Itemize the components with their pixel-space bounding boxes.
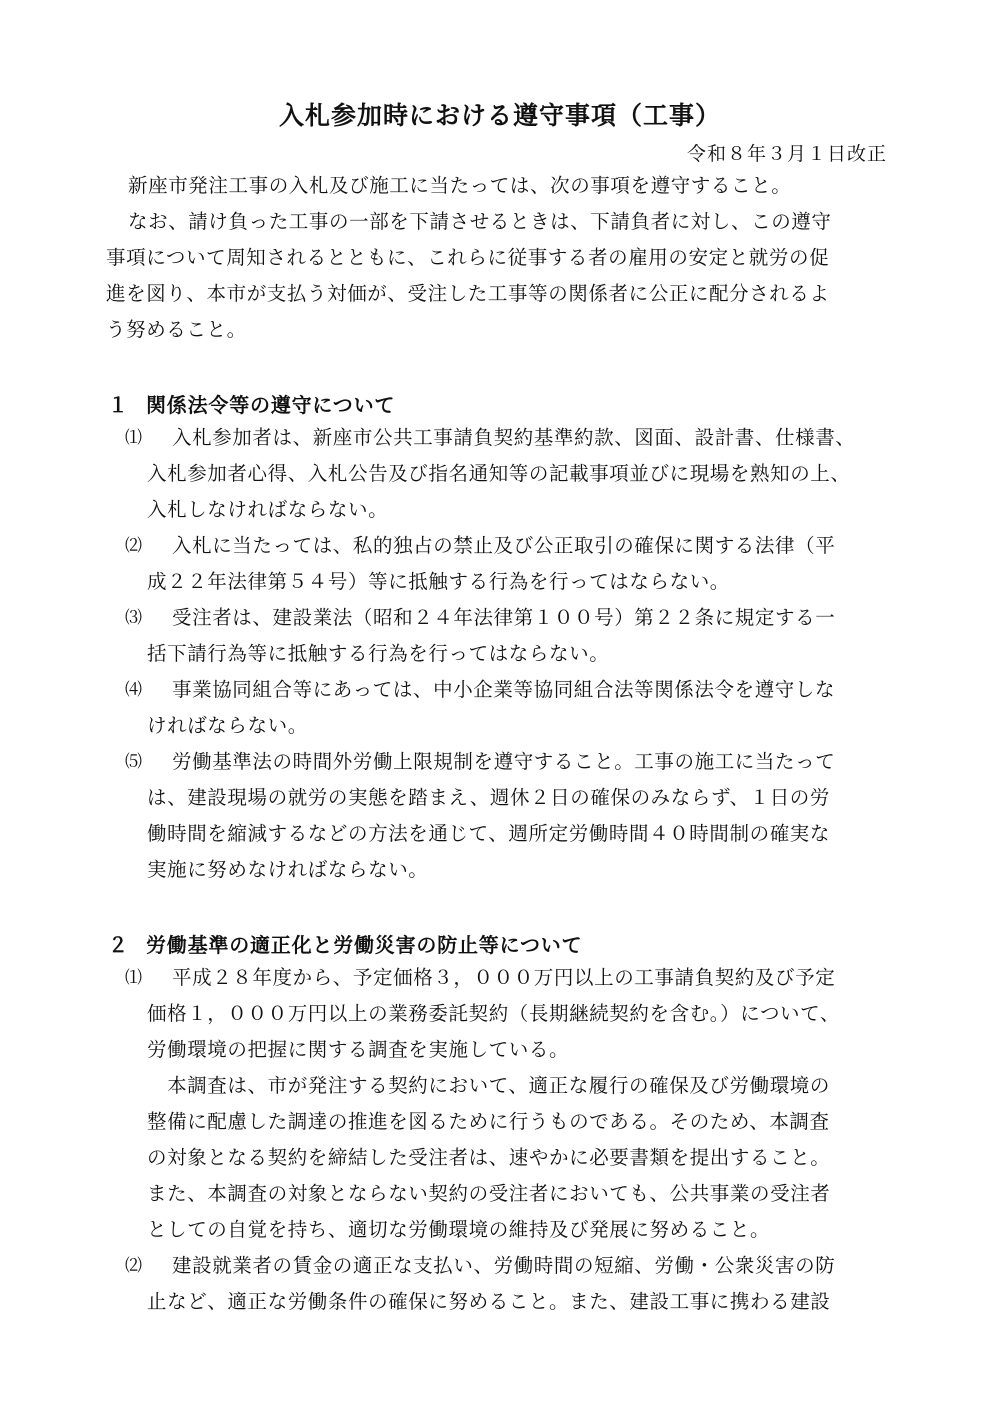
item-line: 本調査は、市が発注する契約において、適正な履行の確保及び労働環境の bbox=[147, 1074, 831, 1097]
item-line: 受注者は、建設業法（昭和２４年法律第１００号）第２２条に規定する一 bbox=[172, 606, 836, 629]
item-line: 括下請行為等に抵触する行為を行ってはならない。 bbox=[147, 642, 610, 665]
intro-line: 進を図り、本市が支払う対価が、受注した工事等の関係者に公正に配分されるよ bbox=[106, 282, 830, 305]
section-number: １ bbox=[108, 393, 129, 417]
list-item bbox=[125, 960, 905, 1248]
item-line: としての自覚を持ち、適切な労働環境の維持及び発展に努めること。 bbox=[147, 1218, 771, 1241]
section-heading bbox=[108, 389, 395, 418]
item-line: 実施に努めなければならない。 bbox=[147, 858, 429, 881]
item-line: 入札参加者は、新座市公共工事請負契約基準約款、図面、設計書、仕様書、 bbox=[172, 426, 856, 449]
item-line: 平成２８年度から、予定価格３，０００万円以上の工事請負契約及び予定 bbox=[172, 966, 836, 989]
item-line: 事業協同組合等にあっては、中小企業等協同組合法等関係法令を遵守しな bbox=[172, 678, 836, 701]
revision-date: 令和８年３月１日改正 bbox=[686, 143, 887, 165]
list-item bbox=[125, 672, 905, 744]
item-line: 労働基準法の時間外労働上限規制を遵守すること。工事の施工に当たって bbox=[172, 750, 836, 773]
document-title: 入札参加時における遵守事項（工事） bbox=[278, 101, 721, 130]
item-line: また、本調査の対象とならない契約の受注者においても、公共事業の受注者 bbox=[147, 1182, 831, 1205]
item-line: 労働環境の把握に関する調査を実施している。 bbox=[147, 1038, 570, 1061]
item-marker: ⑵ bbox=[125, 1256, 142, 1276]
section-heading bbox=[108, 929, 582, 958]
item-line: 価格１，０００万円以上の業務委託契約（長期継続契約を含む。）について、 bbox=[147, 1002, 840, 1025]
intro-line: なお、請け負った工事の一部を下請させるときは、下請負者に対し、この遵守 bbox=[128, 210, 832, 233]
section-number: ２ bbox=[108, 933, 129, 957]
item-marker: ⑸ bbox=[125, 752, 142, 772]
item-line: 働時間を縮減するなどの方法を通じて、週所定労働時間４０時間制の確実な bbox=[147, 822, 831, 845]
item-line: ければならない。 bbox=[147, 714, 308, 737]
item-marker: ⑵ bbox=[125, 536, 142, 556]
item-line: は、建設現場の就労の実態を踏まえ、週休２日の確保のみならず、１日の労 bbox=[147, 786, 831, 809]
list-item bbox=[125, 420, 905, 528]
intro-line: う努めること。 bbox=[106, 318, 247, 341]
item-marker: ⑴ bbox=[125, 968, 142, 988]
list-item bbox=[125, 600, 905, 672]
list-item bbox=[125, 744, 905, 888]
list-item bbox=[125, 528, 905, 600]
item-line: 整備に配慮した調達の推進を図るために行うものである。そのため、本調査 bbox=[147, 1110, 830, 1133]
intro-line: 事項について周知されるとともに、これらに従事する者の雇用の安定と就労の促 bbox=[106, 246, 830, 269]
item-line: 成２２年法律第５４号）等に抵触する行為を行ってはならない。 bbox=[147, 570, 730, 593]
item-marker: ⑷ bbox=[125, 680, 142, 700]
list-item bbox=[125, 1248, 905, 1320]
item-line: 入札しなければならない。 bbox=[147, 498, 389, 521]
section-title: 労働基準の適正化と労働災害の防止等について bbox=[146, 933, 583, 957]
item-marker: ⑴ bbox=[125, 428, 142, 448]
item-line: 入札参加者心得、入札公告及び指名通知等の記載事項並びに現場を熟知の上、 bbox=[147, 462, 851, 485]
section-title: 関係法令等の遵守について bbox=[146, 393, 396, 417]
item-line: 止など、適正な労働条件の確保に努めること。また、建設工事に携わる建設 bbox=[147, 1290, 831, 1313]
item-marker: ⑶ bbox=[125, 608, 142, 628]
item-line: の対象となる契約を締結した受注者は、速やかに必要書類を提出すること。 bbox=[147, 1146, 831, 1169]
item-line: 建設就業者の賃金の適正な支払い、労働時間の短縮、労働・公衆災害の防 bbox=[172, 1254, 836, 1277]
intro-line: 新座市発注工事の入札及び施工に当たっては、次の事項を遵守すること。 bbox=[128, 174, 792, 197]
item-line: 入札に当たっては、私的独占の禁止及び公正取引の確保に関する法律（平 bbox=[172, 534, 836, 557]
